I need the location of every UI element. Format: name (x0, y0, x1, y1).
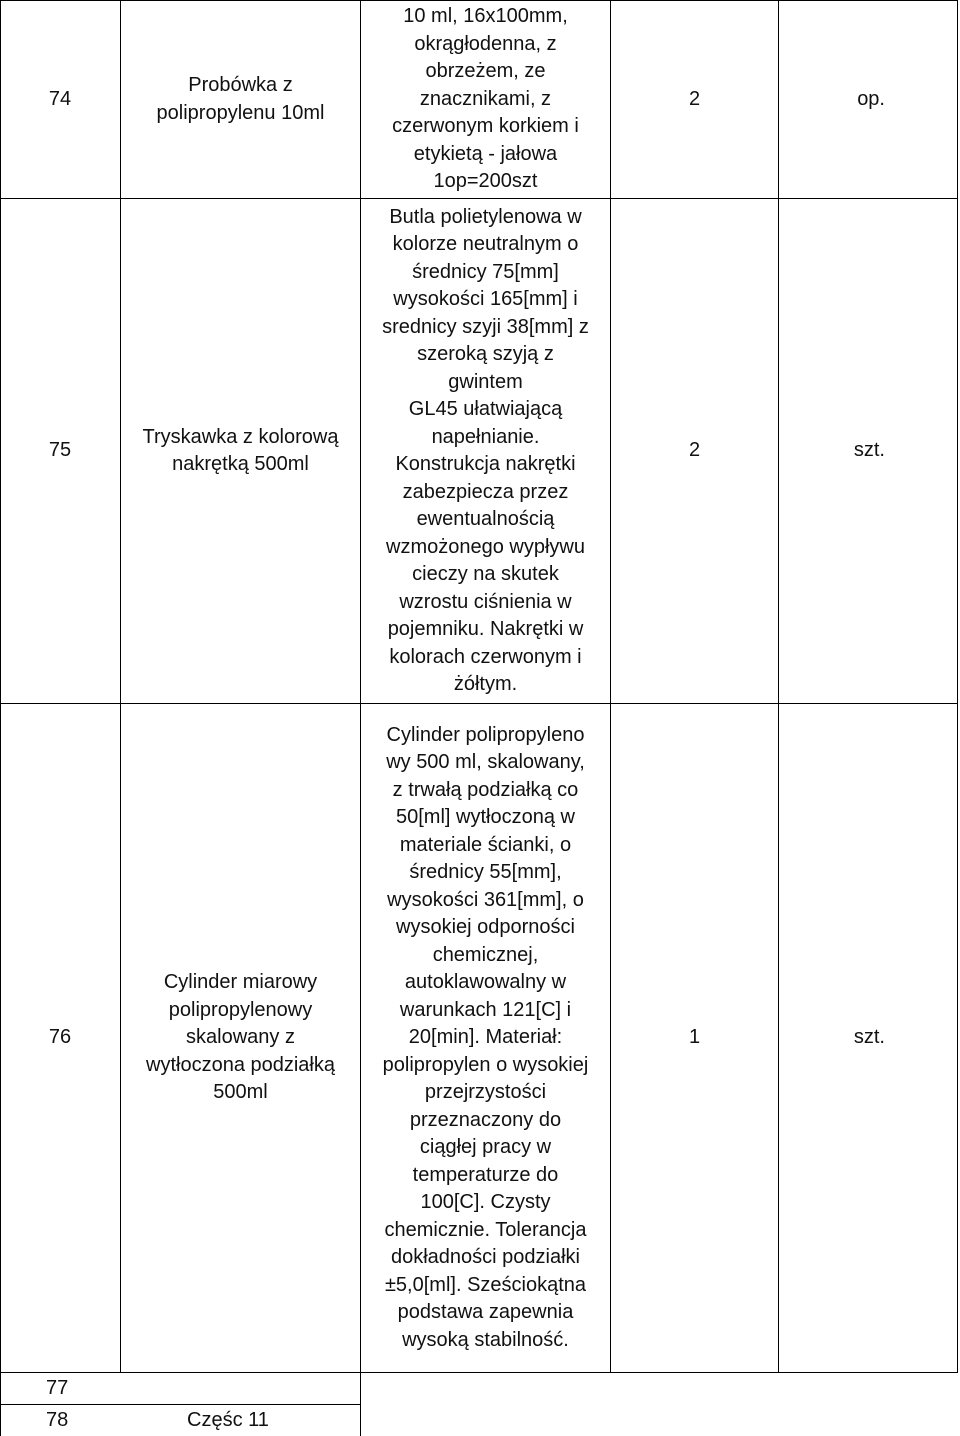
item-description: Butla polietylenowa w kolorze neutralnym o średnicy 75[mm] wysokości 165[mm] i srednicy szyji 38[mm] z szeroką szyją z gwintem GL45 ułatwiającą napełnianie. Konstrukcja nakrętki zabezpiecza przez ewentualnością wzmożonego wypływu cieczy na skutek wzrostu ciśnienia w pojemniku. Nakrętki w kolorach czerwonym i żółtym. (382, 205, 589, 695)
section-label: Częśc 11 (187, 1408, 269, 1431)
item-unit: szt. (853, 439, 885, 462)
item-quantity: 2 (688, 87, 701, 110)
row-number: 76 (48, 1026, 72, 1049)
item-description: Cylinder polipropyleno wy 500 ml, skalowany, z trwałą podziałką co 50[ml] wytłoczoną w materiale ścianki, o średnicy 55[mm], wysokości 361[mm], o wysokiej odporności chemicznej, autoklawowalny w warunkach 121[C] i 20[min]. Materiał: polipropylen o wysokiej przejrzystości przeznaczony do ciągłej pracy w temperaturze do 100[C]. Czysty chemicznie. Tolerancja dokładności podziałki ±5,0[ml]. Sześciokątna podstawa zapewnia wysoką stabilność. (382, 723, 589, 1351)
table-border-right (957, 0, 958, 1372)
row-number: 75 (48, 439, 72, 462)
item-quantity: 2 (688, 439, 701, 462)
section-label (121, 1373, 360, 1404)
row-number: 78 (46, 1408, 69, 1431)
row-number: 74 (48, 87, 72, 110)
item-quantity: 1 (688, 1026, 701, 1049)
item-name: Tryskawka z kolorową nakrętką 500ml (142, 425, 339, 475)
item-name: Probówka z polipropylenu 10ml (156, 74, 325, 124)
item-unit: szt. (853, 1026, 885, 1049)
item-unit: op. (857, 87, 885, 110)
row-number: 77 (46, 1376, 69, 1399)
item-name: Cylinder miarowy polipropylenowy skalowany z wytłoczona podziałką 500ml (146, 971, 335, 1104)
item-description: 10 ml, 16x100mm, okrągłodenna, z obrzeżem, ze znacznikami, z czerwonym korkiem i etykietą - jałowa 1op=200szt (392, 5, 579, 193)
